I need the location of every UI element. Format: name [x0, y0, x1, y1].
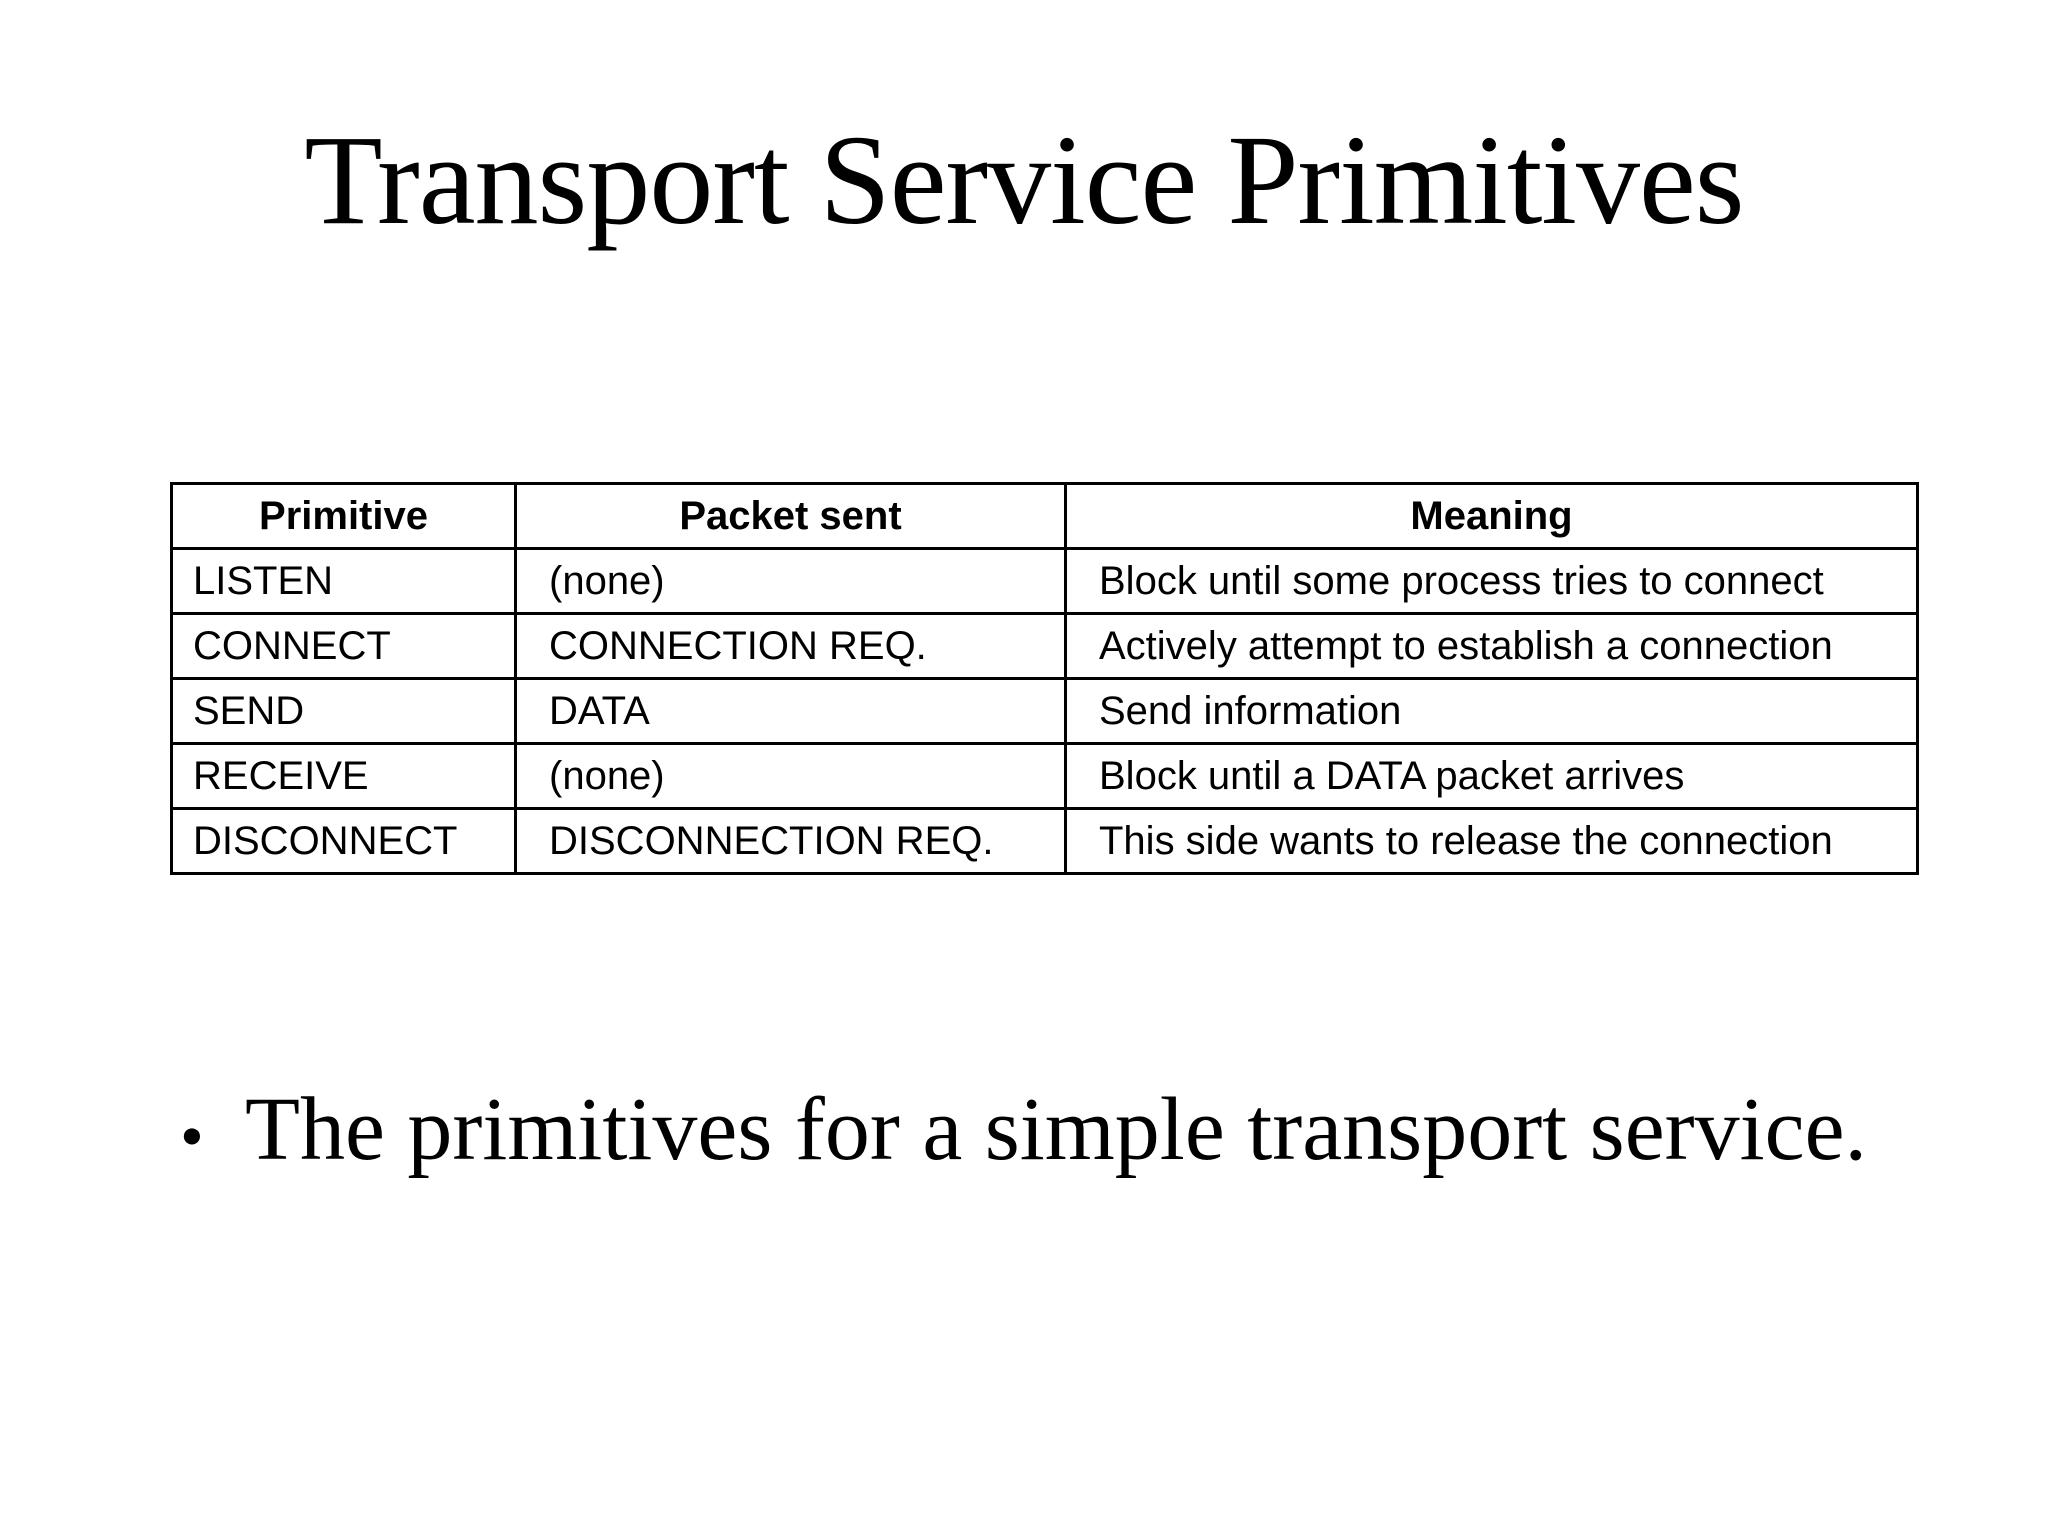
bullet-text: The primitives for a simple transport service.	[245, 1080, 1868, 1179]
header-packet-sent: Packet sent	[516, 484, 1066, 549]
cell-primitive: CONNECT	[172, 614, 516, 679]
bullet-list	[180, 1075, 1867, 1191]
bullet-dot-icon: •	[180, 1098, 204, 1174]
cell-packet-sent: (none)	[516, 744, 1066, 809]
table-row	[172, 809, 1918, 874]
primitives-table	[170, 482, 1919, 875]
cell-packet-sent: DATA	[516, 679, 1066, 744]
slide-title: Transport Service Primitives	[304, 109, 1744, 251]
cell-meaning: This side wants to release the connection	[1066, 809, 1918, 874]
header-primitive: Primitive	[172, 484, 516, 549]
cell-primitive: RECEIVE	[172, 744, 516, 809]
cell-primitive: SEND	[172, 679, 516, 744]
table-row	[172, 549, 1918, 614]
cell-meaning: Actively attempt to establish a connection	[1066, 614, 1918, 679]
cell-primitive: LISTEN	[172, 549, 516, 614]
header-meaning: Meaning	[1066, 484, 1918, 549]
bullet-item	[180, 1075, 1867, 1191]
cell-packet-sent: DISCONNECTION REQ.	[516, 809, 1066, 874]
cell-primitive: DISCONNECT	[172, 809, 516, 874]
table-row	[172, 679, 1918, 744]
table-row	[172, 744, 1918, 809]
table-row	[172, 614, 1918, 679]
cell-packet-sent: CONNECTION REQ.	[516, 614, 1066, 679]
cell-meaning: Send information	[1066, 679, 1918, 744]
cell-meaning: Block until some process tries to connect	[1066, 549, 1918, 614]
cell-meaning: Block until a DATA packet arrives	[1066, 744, 1918, 809]
cell-packet-sent: (none)	[516, 549, 1066, 614]
table-header-row	[172, 484, 1918, 549]
